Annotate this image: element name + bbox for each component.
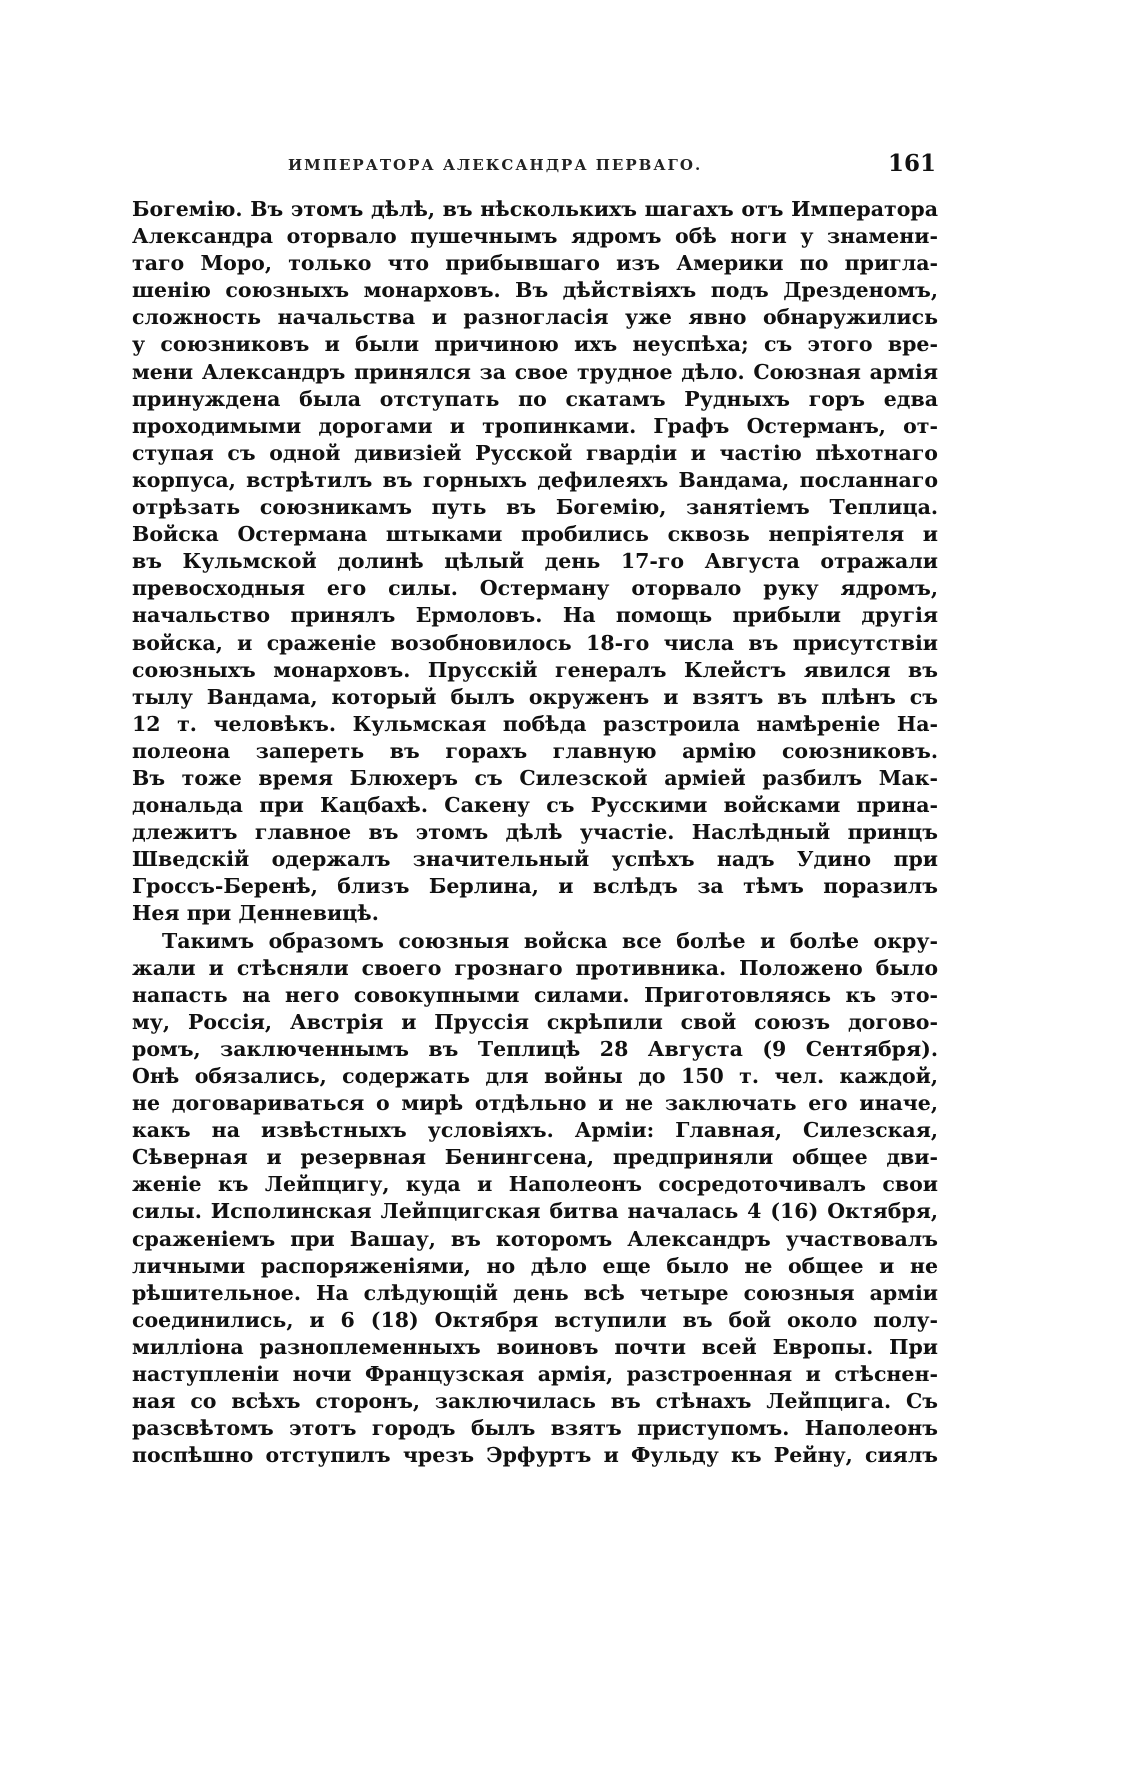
text-line: Войска Остермана штыками пробились сквозь непріятеля и <box>132 522 938 547</box>
text-line: корпуса, встрѣтилъ въ горныхъ дефилеяхъ Вандама, посланнаго <box>132 467 938 492</box>
text-line: полеона запереть въ горахъ главную армію союзниковъ. <box>132 738 938 763</box>
text-line: Онѣ обязались, содержать для войны до 150 т. чел. каждой, <box>132 1064 938 1088</box>
text-line: рѣшительное. На слѣдующій день всѣ четыре союзныя арміи <box>132 1280 938 1305</box>
text-line: наступленіи ночи Французская армія, разстроенная и стѣснен- <box>132 1362 938 1387</box>
text-line: сложность начальства и разногласія уже явно обнаружились <box>132 305 938 330</box>
text-line: принуждена была отступать по скатамъ Рудныхъ горъ едва <box>132 386 938 411</box>
text-line: Гроссъ-Беренѣ, близъ Берлина, и вслѣдъ за тѣмъ поразилъ <box>132 874 938 899</box>
text-line: 12 т. человѣкъ. Кульмская побѣда разстроила намѣреніе На- <box>132 711 938 736</box>
text-line: Въ тоже время Блюхеръ съ Силезской арміей разбилъ Мак- <box>132 765 938 790</box>
text-line: женіе къ Лейпцигу, куда и Наполеонъ сосредоточивалъ свои <box>132 1172 938 1197</box>
text-line: ная со всѣхъ сторонъ, заключилась въ стѣнахъ Лейпцига. Съ <box>132 1389 938 1414</box>
text-line: ступая съ одной дивизіей Русской гвардіи и частію пѣхотнаго <box>132 440 938 465</box>
running-header <box>128 150 948 184</box>
text-line: Богемію. Въ этомъ дѣлѣ, въ нѣсколькихъ шагахъ отъ Императора <box>132 197 938 221</box>
text-line: напасть на него совокупными силами. Приготовляясь къ это- <box>132 982 938 1007</box>
text-line: жали и стѣсняли своего грознаго противника. Положено было <box>132 955 938 980</box>
text-line: войска, и сраженіе возобновилось 18-го числа въ присутствіи <box>132 630 938 655</box>
text-line: силы. Исполинская Лейпцигская битва началась 4 (16) Октября, <box>132 1199 938 1224</box>
text-line: не договариваться о мирѣ отдѣльно и не заключать его иначе, <box>132 1091 938 1116</box>
text-line: Сѣверная и резервная Бенингсена, предприняли общее дви- <box>132 1145 938 1170</box>
body-text <box>132 196 938 1469</box>
text-line: тылу Вандама, который былъ окруженъ и взятъ въ плѣнъ съ <box>132 684 938 709</box>
text-line: милліона разноплеменныхъ воиновъ почти всей Европы. При <box>132 1334 938 1359</box>
text-line: отрѣзать союзникамъ путь въ Богемію, занятіемъ Теплица. <box>132 495 938 520</box>
text-line: дональда при Кацбахѣ. Сакену съ Русскими войсками прина- <box>132 793 938 818</box>
text-line: Нея при Денневицѣ. <box>132 901 379 926</box>
text-line: Такимъ образомъ союзныя войска все болѣе и болѣе окру- <box>162 928 938 953</box>
page-number: 161 <box>887 150 936 177</box>
text-line: превосходныя его силы. Остерману оторвало руку ядромъ, <box>132 576 938 601</box>
text-line: Шведскій одержалъ значительный успѣхъ надъ Удино при <box>132 847 938 872</box>
text-line: соединились, и 6 (18) Октября вступили въ бой около полу- <box>132 1307 938 1332</box>
text-line: начальство принялъ Ермоловъ. На помощь прибыли другія <box>132 603 938 628</box>
text-line: поспѣшно отступилъ чрезъ Эрфуртъ и Фульду къ Рейну, сиялъ <box>132 1443 938 1468</box>
text-line: личными распоряженіями, но дѣло еще было не общее и не <box>132 1253 938 1278</box>
text-line: мени Александръ принялся за свое трудное дѣло. Союзная армія <box>132 359 938 384</box>
text-line: проходимыми дорогами и тропинками. Графъ Остерманъ, от- <box>132 413 938 438</box>
text-line: сраженіемъ при Вашау, въ которомъ Александръ участвовалъ <box>132 1226 938 1251</box>
text-line: му, Россія, Австрія и Пруссія скрѣпили свой союзъ догово- <box>132 1009 938 1034</box>
text-line: таго Моро, только что прибывшаго изъ Америки по пригла- <box>132 251 938 276</box>
text-line: какъ на извѣстныхъ условіяхъ. Арміи: Главная, Силезская, <box>132 1118 938 1143</box>
text-line: у союзниковъ и были причиною ихъ неуспѣха; съ этого вре- <box>132 332 938 357</box>
running-title: ИМПЕРАТОРА АЛЕКСАНДРА ПЕРВАГО. <box>288 156 703 174</box>
text-line: союзныхъ монарховъ. Прусскій генералъ Клейстъ явился въ <box>132 657 938 682</box>
text-line: разсвѣтомъ этотъ городъ былъ взятъ приступомъ. Наполеонъ <box>132 1416 938 1441</box>
text-line: ромъ, заключеннымъ въ Теплицѣ 28 Августа (9 Сентября). <box>132 1036 938 1061</box>
text-line: Александра оторвало пушечнымъ ядромъ обѣ ноги у знамени- <box>132 224 938 249</box>
text-line: въ Кульмской долинѣ цѣлый день 17-го Августа отражали <box>132 549 938 574</box>
text-line: длежитъ главное въ этомъ дѣлѣ участіе. Наслѣдный принцъ <box>132 820 938 845</box>
text-line: шенію союзныхъ монарховъ. Въ дѣйствіяхъ подъ Дрезденомъ, <box>132 278 938 303</box>
